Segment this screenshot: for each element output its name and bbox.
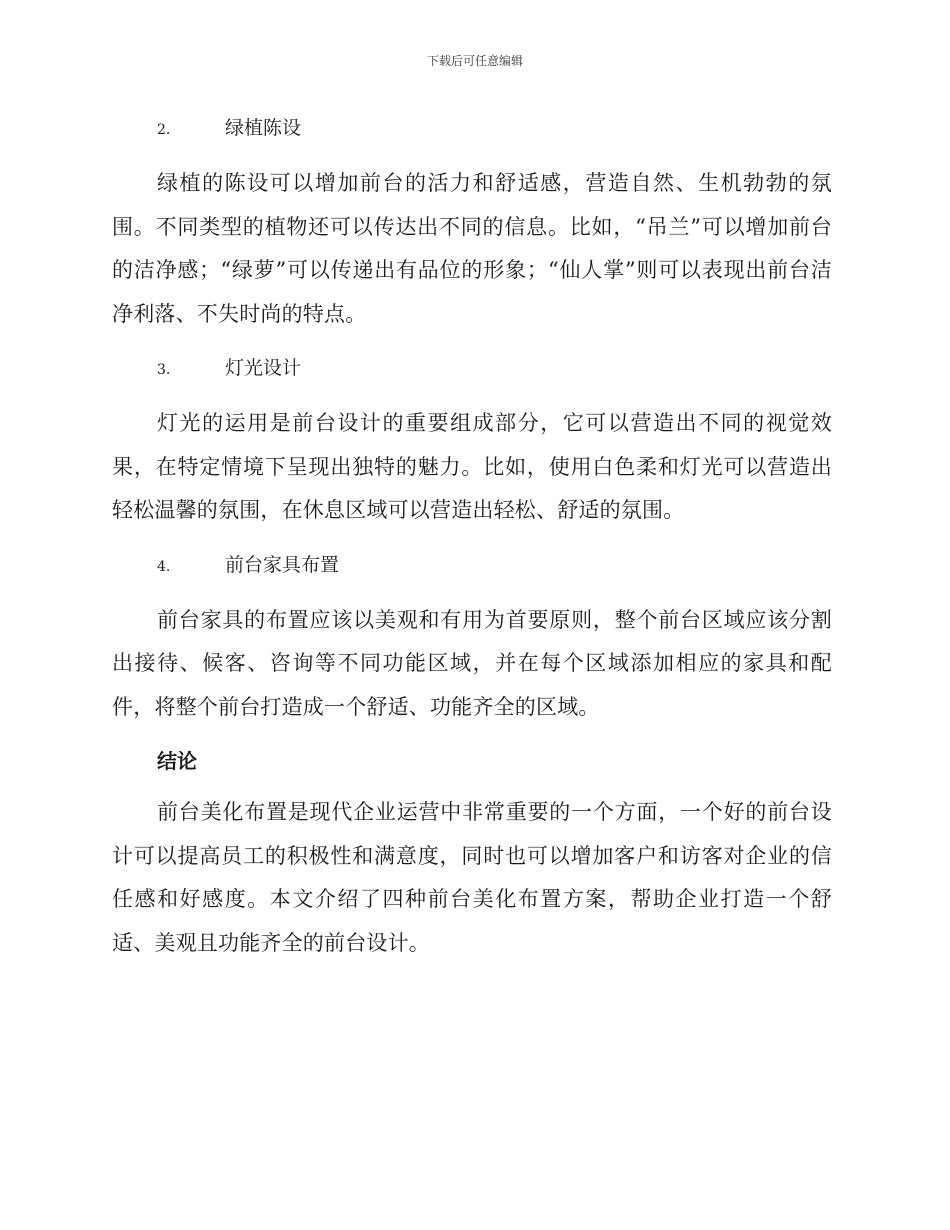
- section-number: 2.: [157, 122, 171, 138]
- conclusion-title: 结论: [157, 749, 197, 773]
- section-paragraph: 灯光的运用是前台设计的重要组成部分，它可以营造出不同的视觉效果，在特定情境下呈现出独特的魅力。比如，使用白色柔和灯光可以营造出轻松温馨的氛围，在休息区域可以营造出轻松、舒适的氛围。: [112, 411, 832, 522]
- section-title: 前台家具布置: [225, 553, 340, 576]
- section-heading-4: [157, 547, 832, 585]
- section-paragraph: 绿植的陈设可以增加前台的活力和舒适感，营造自然、生机勃勃的氛围。不同类型的植物还可以传达出不同的信息。比如，“吊兰”可以增加前台的洁净感；“绿萝”可以传递出有品位的形象；“仙人掌”则可以表现出前台洁净利落、不失时尚的特点。: [112, 171, 832, 326]
- section-number: 3.: [157, 362, 171, 378]
- section-paragraph: 前台家具的布置应该以美观和有用为首要原则，整个前台区域应该分割出接待、候客、咨询等不同功能区域，并在每个区域添加相应的家具和配件，将整个前台打造成一个舒适、功能齐全的区域。: [112, 607, 832, 719]
- section-heading-2: [157, 110, 832, 148]
- section-title: 灯光设计: [225, 357, 302, 379]
- document-body: [112, 110, 832, 979]
- section-heading-3: [157, 350, 832, 388]
- page-header: 下载后可任意编辑: [426, 54, 523, 68]
- section-number: 4.: [157, 558, 171, 575]
- conclusion-paragraph: 前台美化布置是现代企业运营中非常重要的一个方面，一个好的前台设计可以提高员工的积极性和满意度，同时也可以增加客户和访客对企业的信任感和好感度。本文介绍了四种前台美化布置方案，帮助企业打造一个舒适、美观且功能齐全的前台设计。: [112, 800, 832, 955]
- section-title: 绿植陈设: [225, 117, 302, 139]
